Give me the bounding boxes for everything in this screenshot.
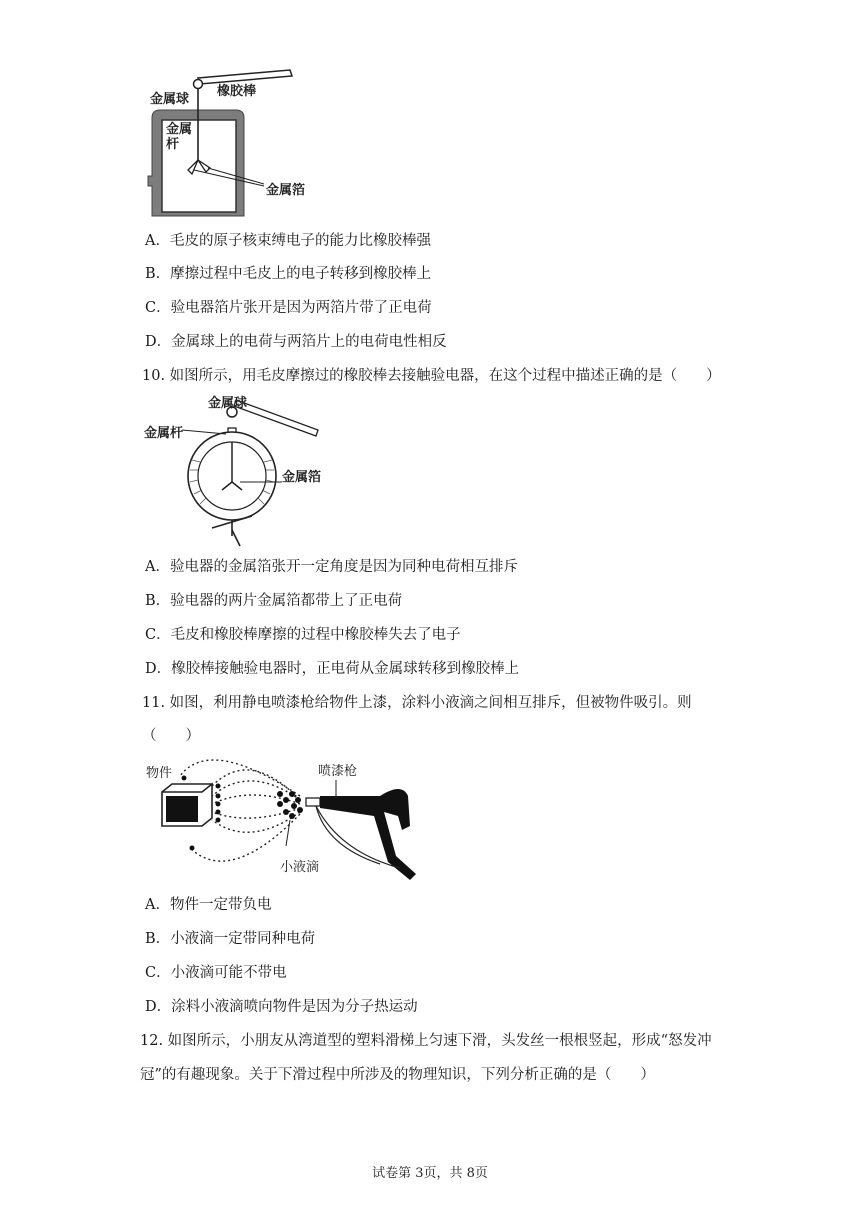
q9-option-c: C．验电器箔片张开是因为两箔片带了正电荷 bbox=[145, 300, 432, 316]
q10-option-c: C．毛皮和橡胶棒摩擦的过程中橡胶棒失去了电子 bbox=[145, 627, 461, 643]
q9-option-b: B．摩擦过程中毛皮上的电子转移到橡胶棒上 bbox=[145, 266, 432, 282]
label-metal-foil: 金属箔 bbox=[282, 470, 322, 485]
q10-question: 10. 如图所示，用毛皮摩擦过的橡胶棒去接触验电器，在这个过程中描述正确的是（ ） bbox=[142, 368, 721, 384]
q11-option-d: D．涂料小液滴喷向物件是因为分子热运动 bbox=[145, 999, 418, 1015]
label-metal-ball: 金属球 bbox=[150, 92, 190, 107]
label-droplet: 小液滴 bbox=[280, 860, 320, 875]
q11-question-line1: 11. 如图，利用静电喷漆枪给物件上漆，涂料小液滴之间相互排斥，但被物件吸引。则 bbox=[142, 695, 692, 711]
q11-option-b: B．小液滴一定带同种电荷 bbox=[145, 931, 316, 947]
q9-option-d: D．金属球上的电荷与两箔片上的电荷电性相反 bbox=[145, 334, 447, 350]
label-metal-foil: 金属箔 bbox=[266, 183, 306, 198]
q9-option-a: A．毛皮的原子核束缚电子的能力比橡胶棒强 bbox=[145, 233, 431, 249]
figure-spray-gun bbox=[140, 756, 430, 886]
q10-option-d: D．橡胶棒接触验电器时，正电荷从金属球转移到橡胶棒上 bbox=[145, 661, 520, 677]
label-metal-ball: 金属球 bbox=[208, 396, 248, 411]
q11-option-c: C．小液滴可能不带电 bbox=[145, 965, 287, 981]
q10-option-a: A．验电器的金属箔张开一定角度是因为同种电荷相互排斥 bbox=[145, 559, 518, 575]
q12-question: 12. 如图所示，小朋友从湾道型的塑料滑梯上匀速下滑，头发丝一根根竖起，形成“怒发冲冠”的有趣现象。关于下滑过程中所涉及的物理知识，下列分析正确的是（ ） bbox=[140, 1033, 712, 1083]
q11-question-line2: （ ） bbox=[142, 728, 200, 744]
q11-option-a: A．物件一定带负电 bbox=[145, 897, 272, 913]
label-object: 物件 bbox=[146, 766, 173, 781]
label-spray-gun: 喷漆枪 bbox=[318, 764, 358, 779]
figure-electroscope-round bbox=[140, 390, 340, 550]
figure-electroscope-box bbox=[140, 68, 320, 220]
q10-option-b: B．验电器的两片金属箔都带上了正电荷 bbox=[145, 593, 403, 609]
label-metal-shaft: 金属杆 bbox=[144, 426, 184, 441]
label-rubber-rod: 橡胶棒 bbox=[217, 84, 257, 99]
label-metal-shaft: 金属 杆 bbox=[166, 122, 193, 152]
page-footer: 试卷第 3页，共 8页 bbox=[372, 1166, 488, 1181]
